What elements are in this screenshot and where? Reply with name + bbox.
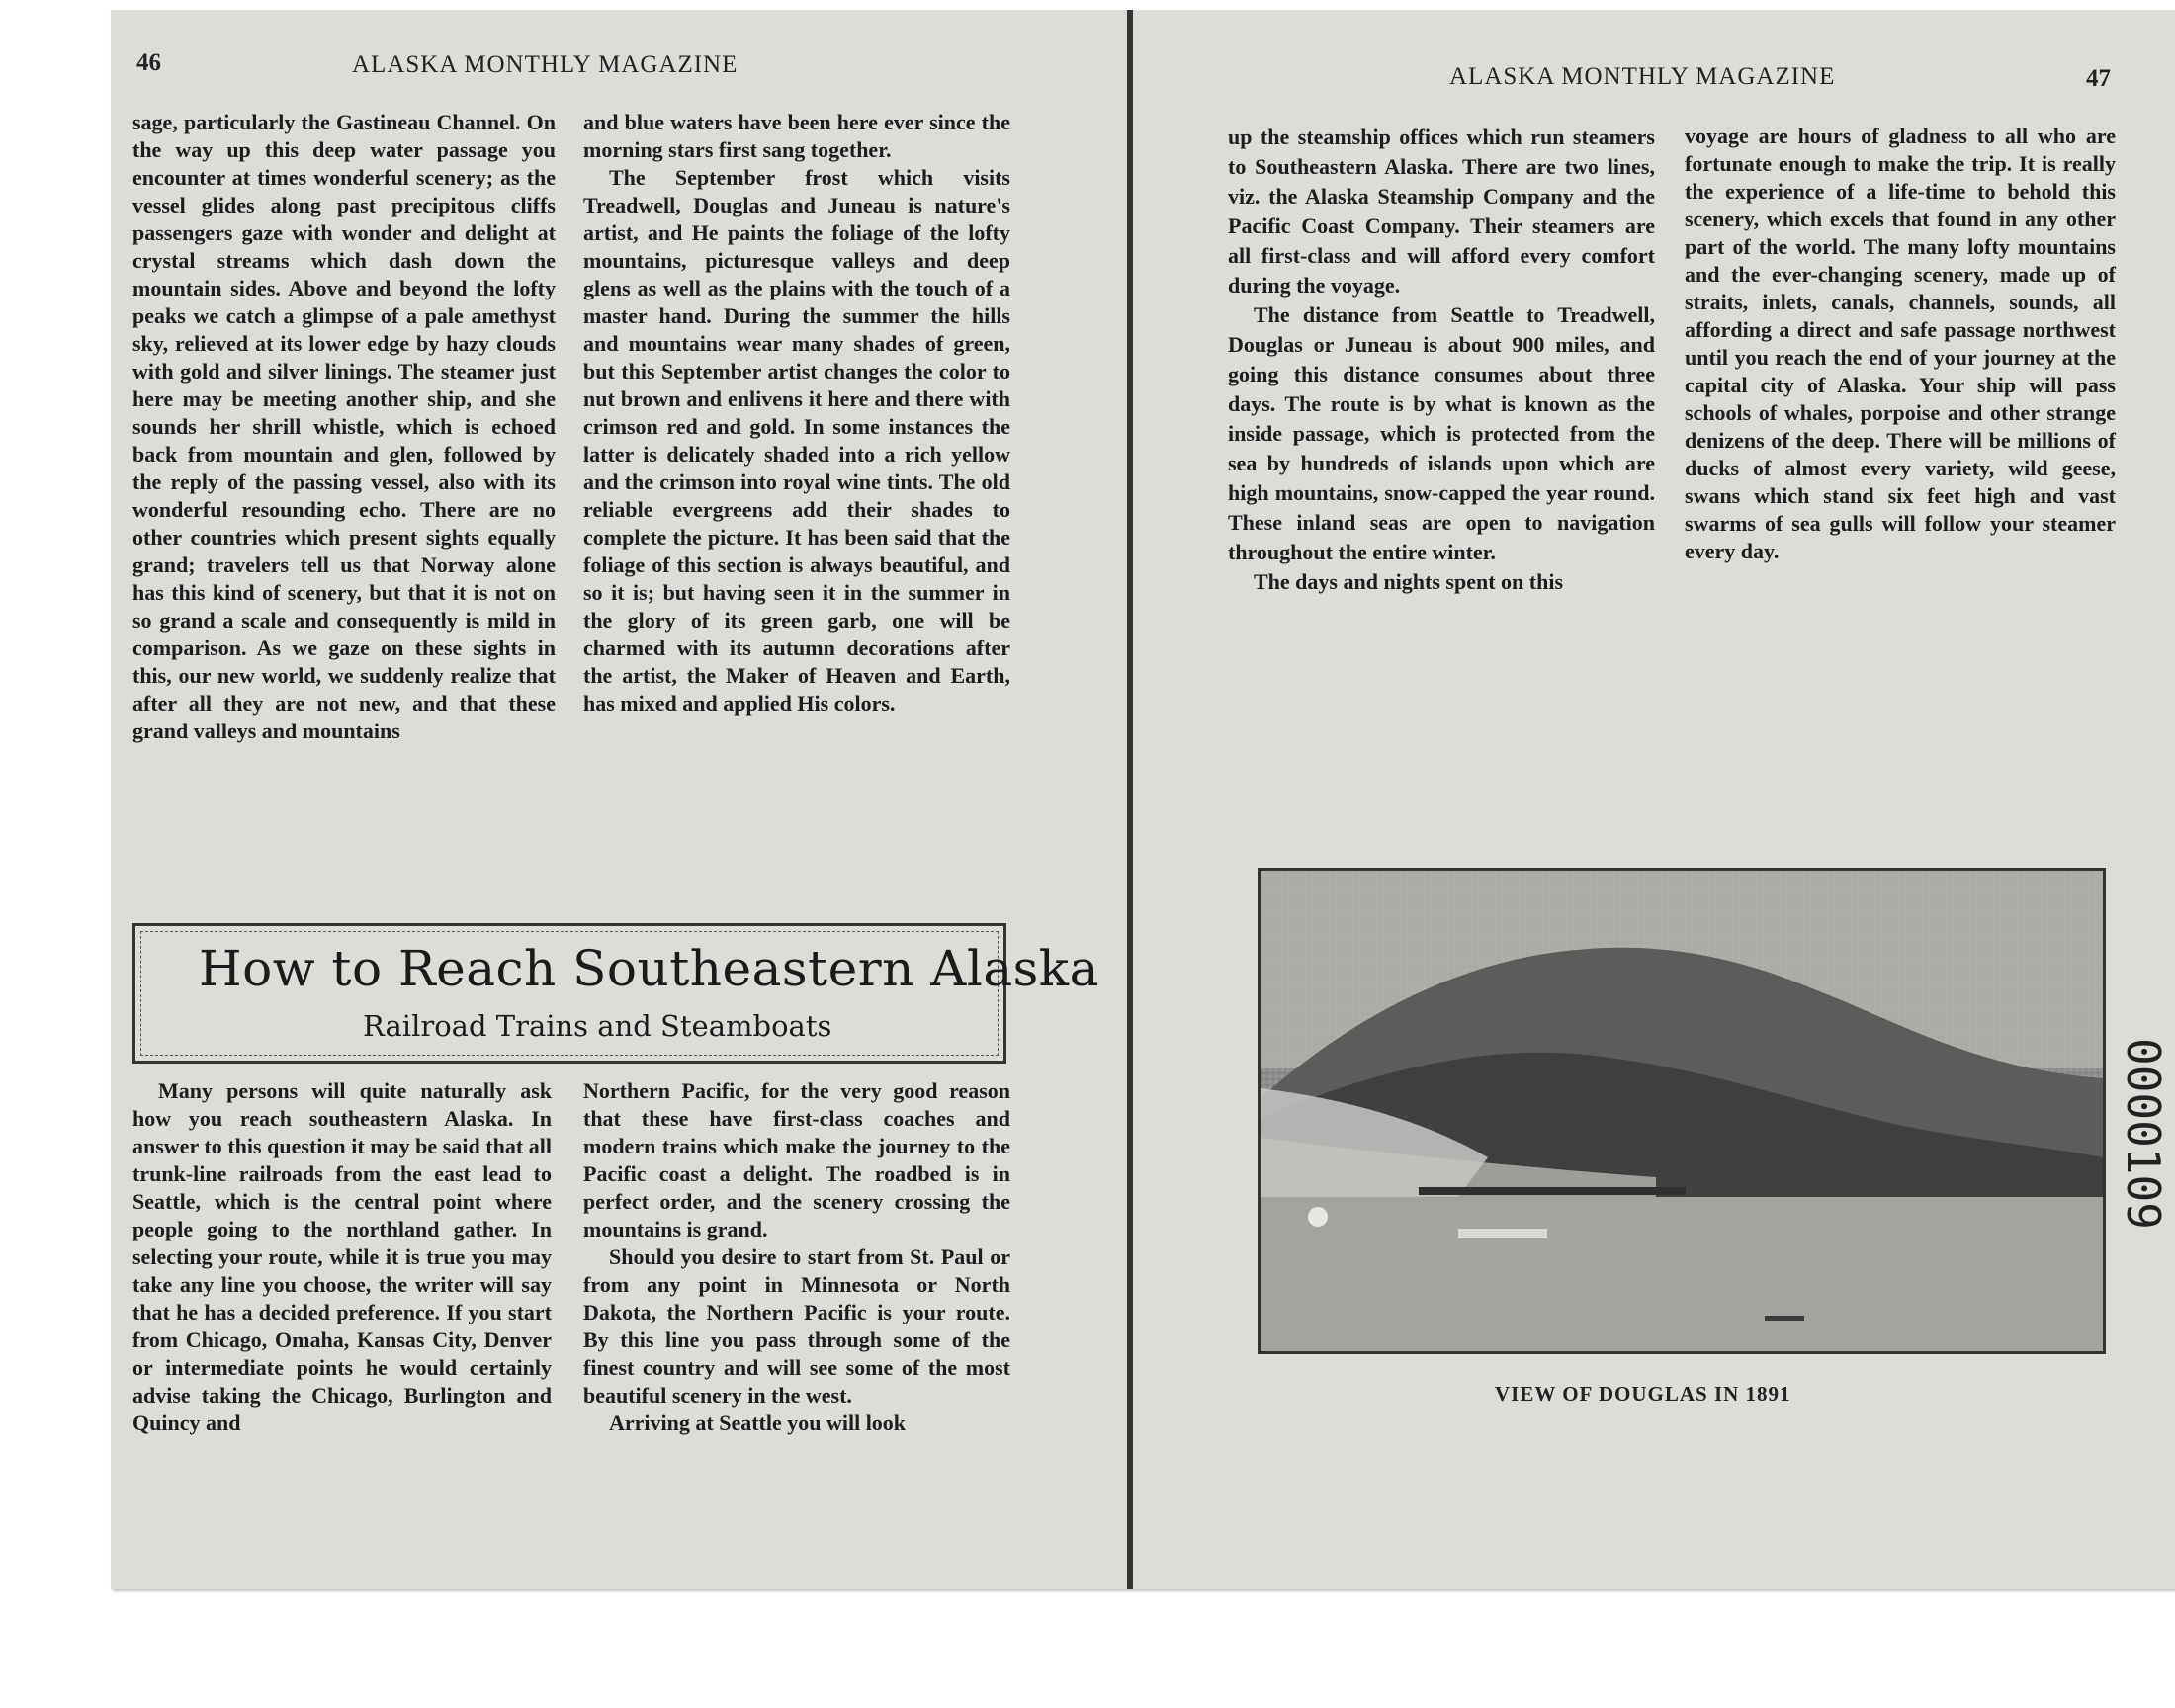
archive-number-stamp [2094, 1038, 2170, 1265]
paragraph: Many persons will quite naturally ask how you reach southeastern Alaska. In answer to this question it may be said that all trunk-line railroads from the east lead to Seattle, which is the central point where people going to the northland gather. In selecting your route, while it is true you may take any line you choose, the writer will say that he has a decided preference. If you start from Chicago, Omaha, Kansas City, Denver or intermediate points he would certainly advise taking the Chicago, Burlington and Quincy and [132, 1078, 552, 1435]
section-subtitle: Railroad Trains and Steamboats [363, 1009, 832, 1043]
left-column-1 [132, 109, 556, 745]
douglas-landscape-illustration [1261, 871, 2103, 1351]
section-title-box [132, 923, 1099, 1064]
left-column-3 [132, 1077, 552, 1437]
left-column-2 [583, 109, 1010, 718]
right-column-2 [1685, 123, 2116, 565]
paragraph: The distance from Seattle to Treadwell, Douglas or Juneau is about 900 miles, and going this distance consumes about three days. The route is by what is known as the inside passage, which is protected from the sea by hundreds of islands upon which are high mountains, snow-capped the year round. These inland seas are open to navigation throughout the entire winter. [1228, 302, 1655, 564]
left-page-number: 46 [136, 49, 161, 76]
douglas-photo [1258, 868, 2106, 1354]
paragraph: sage, particularly the Gastineau Channel. On the way up this deep water passage you encounter at times wonderful scenery; as the vessel glides along past precipitous cliffs passengers gaze with wonder and delight at crystal streams which dash down the mountain sides. Above and beyond the lofty peaks we catch a glimpse of a pale amethyst sky, relieved at its lower edge by hazy clouds with gold and silver linings. The steamer just here may be meeting another ship, and she sounds her shrill whistle, which is echoed back from mountain and glen, followed by the reply of the passing vessel, also with its wonderful resounding echo. There are no other countries which present sights equally grand; travelers tell us that Norway alone has this kind of scenery, but that it is not on so grand a scale and consequently is mild in comparison. As we gaze on these sights in this, our new world, we suddenly realize that after all they are not new, and that these grand valleys and mountains [132, 110, 556, 743]
left-page-header: ALASKA MONTHLY MAGAZINE [352, 51, 739, 78]
paragraph: Arriving at Seattle you will look [609, 1410, 907, 1435]
right-page-header: ALASKA MONTHLY MAGAZINE [1449, 63, 1836, 90]
paragraph: up the steamship offices which run steamers to Southeastern Alaska. There are two lines, viz. the Alaska Steamship Company and the Pacific Coast Company. Their steamers are all first-class and will afford every comfort during the voyage. [1228, 125, 1655, 298]
paragraph: The days and nights spent on this [1254, 569, 1564, 594]
section-title: How to Reach Southeastern Alaska [199, 940, 1099, 997]
page-gutter [1127, 10, 1133, 1589]
paragraph: and blue waters have been here ever since the morning stars first sang together. [583, 110, 1010, 162]
left-column-4 [583, 1077, 1010, 1437]
paragraph: Northern Pacific, for the very good reason that these have first-class coaches and modern trains which make the journey to the Pacific coast a delight. The roadbed is in perfect order, and the scenery crossing the mountains is grand. [583, 1078, 1010, 1241]
photo-caption: VIEW OF DOUGLAS IN 1891 [1495, 1382, 1791, 1406]
right-page-number: 47 [2086, 65, 2111, 92]
right-column-1 [1228, 123, 1655, 597]
paragraph: Should you desire to start from St. Paul or from any point in Minnesota or North Dakota, the Northern Pacific is your route. By this line you pass through some of the finest country and will see some of the most beautiful scenery in the west. [583, 1244, 1010, 1408]
paragraph: voyage are hours of gladness to all who are fortunate enough to make the trip. It is really the experience of a life-time to behold this scenery, which excels that found in any other part of the world. The many lofty mountains and the ever-changing scenery, made up of straits, inlets, canals, channels, sounds, all affording a direct and safe passage northwest until you reach the end of your journey at the capital city of Alaska. Your ship will pass schools of whales, porpoise and other strange denizens of the deep. There will be millions of ducks of almost every variety, wild geese, swans which stand six feet high and vast swarms of sea gulls will follow your steamer every day. [1685, 124, 2116, 563]
paragraph: The September frost which visits Treadwell, Douglas and Juneau is nature's artist, and He paints the foliage of the lofty mountains, picturesque valleys and deep glens as well as the plains with the touch of a master hand. During the summer the hills and mountains wear many shades of green, but this September artist changes the color to nut brown and enlivens it here and there with crimson red and gold. In some instances the latter is delicately shaded into a rich yellow and the crimson into royal wine tints. The old reliable evergreens add their shades to complete the picture. It has been said that the foliage of this section is always beautiful, and so it is; but having seen it in the summer in the glory of its green garb, one will be charmed with its autumn decorations after the artist, the Maker of Heaven and Earth, has mixed and applied His colors. [583, 165, 1010, 716]
archive-number: 0000109 [2117, 1038, 2170, 1230]
